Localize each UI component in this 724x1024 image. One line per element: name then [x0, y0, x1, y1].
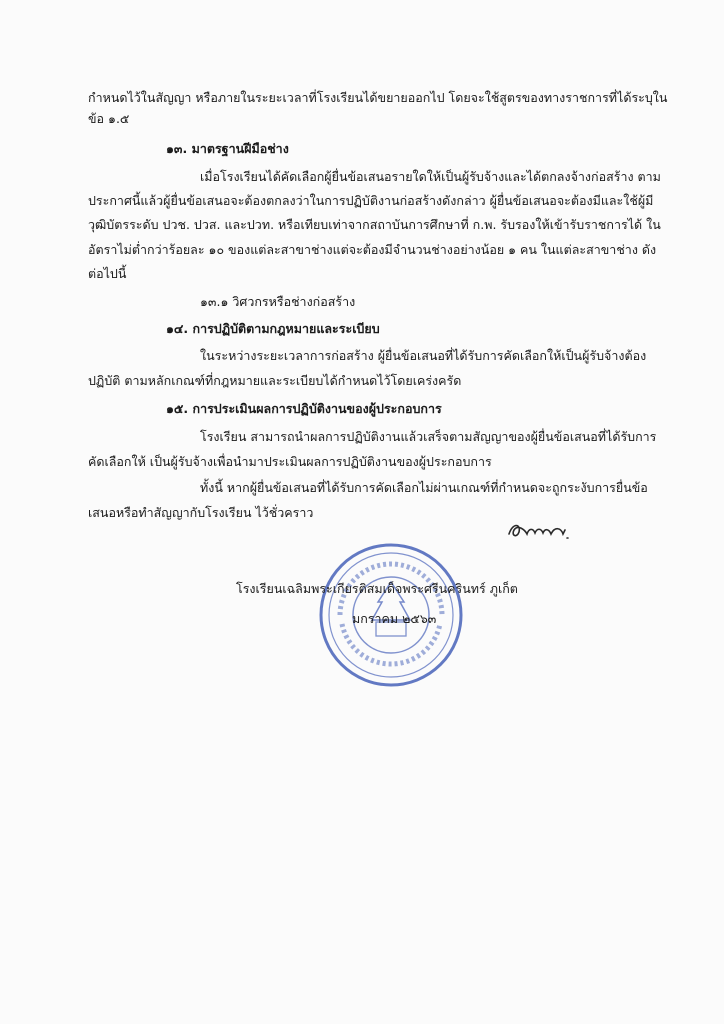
section-13-heading: ๑๓. มาตรฐานฝีมือช่าง	[166, 141, 289, 156]
text-line-7: อัตราไม่ต่ำกว่าร้อยละ ๑๐ ของแต่ละสาขาช่างแต่จะต้องมีจำนวนช่างอย่างน้อย ๑ คน ในแต่ละสาขาช่าง ดัง	[88, 242, 657, 257]
text-line-11: ในระหว่างระยะเวลาการก่อสร้าง ผู้ยื่นข้อเสนอที่ได้รับการคัดเลือกให้เป็นผู้รับจ้างต้อง	[200, 348, 647, 363]
text-line-8: ต่อไปนี้	[88, 266, 127, 281]
section-14-heading: ๑๔. การปฏิบัติตามกฎหมายและระเบียบ	[166, 321, 380, 336]
text-line-1: กำหนดไว้ในสัญญา หรือภายในระยะเวลาที่โรงเรียนได้ขยายออกไป โดยจะใช้สูตรของทางราชการที่ได้ระบุใน	[88, 90, 668, 105]
document-date: มกราคม ๒๕๖๓	[352, 611, 437, 626]
text-line-2: ข้อ ๑.๕	[88, 111, 130, 126]
text-line-16: ทั้งนี้ หากผู้ยื่นข้อเสนอที่ได้รับการคัดเลือกไม่ผ่านเกณฑ์ที่กำหนดจะถูกระงับการยื่นข้อ	[200, 480, 648, 495]
text-line-12: ปฏิบัติ ตามหลักเกณฑ์ที่กฎหมายและระเบียบได้กำหนดไว้โดยเคร่งครัด	[88, 373, 462, 388]
text-line-5: ประกาศนี้แล้วผู้ยื่นข้อเสนอจะต้องตกลงว่าในการปฏิบัติงานก่อสร้างดังกล่าว ผู้ยื่นข้อเสนอจะต้องมีและใช้ผู้มี	[88, 193, 654, 208]
text-line-17: เสนอหรือทำสัญญากับโรงเรียน ไว้ชั่วคราว	[88, 505, 314, 520]
subsection-13-1: ๑๓.๑ วิศวกรหรือช่างก่อสร้าง	[200, 294, 356, 309]
text-line-15: คัดเลือกให้ เป็นผู้รับจ้างเพื่อนำมาประเมินผลการปฏิบัติงานของผู้ประกอบการ	[88, 454, 492, 469]
text-line-14: โรงเรียน สามารถนำผลการปฏิบัติงานแล้วเสร็จตามสัญญาของผู้ยื่นข้อเสนอที่ได้รับการ	[200, 429, 657, 444]
school-name: โรงเรียนเฉลิมพระเกียรติสมเด็จพระศรีนครินทร์ ภูเก็ต	[236, 581, 518, 596]
signature-icon	[505, 516, 575, 546]
text-line-4: เมื่อโรงเรียนได้คัดเลือกผู้ยื่นข้อเสนอรายใดให้เป็นผู้รับจ้างและได้ตกลงจ้างก่อสร้าง ตาม	[200, 169, 661, 184]
text-line-6: วุฒิบัตรระดับ ปวช. ปวส. และปวท. หรือเทียบเท่าจากสถาบันการศึกษาที่ ก.พ. รับรองให้เข้ารับราชการได้ ใน	[88, 217, 661, 232]
section-15-heading: ๑๕. การประเมินผลการปฏิบัติงานของผู้ประกอบการ	[166, 401, 442, 416]
